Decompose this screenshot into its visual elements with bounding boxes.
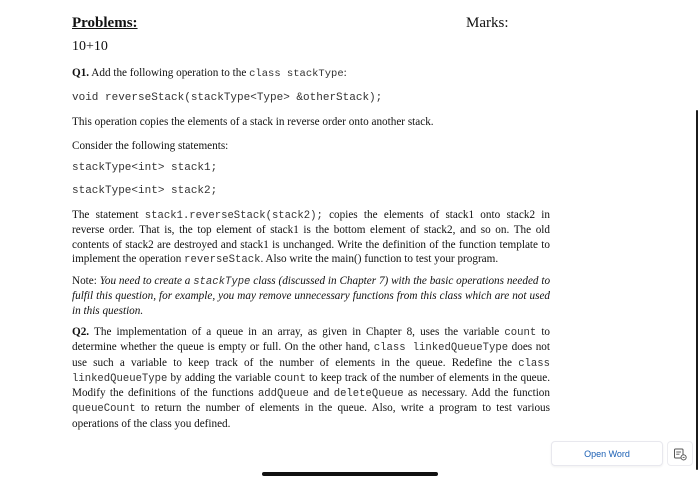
q2-code-deletequeue: deleteQueue	[333, 388, 404, 401]
q2-text-6: and	[313, 387, 330, 400]
q1-label: Q1.	[72, 67, 90, 79]
q1-intro-end: :	[343, 67, 347, 79]
note-text-1: You need to create a	[99, 275, 191, 287]
home-indicator	[262, 472, 438, 476]
note-text-2: class (discussed in Chapter 7) with the basic operations needed to fulfil this question, for example, you may remove unnecessary functions from this class which are not used in this question.	[72, 275, 551, 317]
q1-intro-text: Add the following operation to the	[91, 67, 247, 79]
scrollbar[interactable]	[696, 110, 698, 470]
q2-text-4: by adding the variable	[170, 371, 271, 384]
q1-intro-code: class stackType	[249, 68, 344, 80]
q1-p-end: . Also write the main() function to test your program.	[260, 252, 499, 265]
q2-label: Q2.	[72, 326, 90, 338]
q1-statement-2: stackType<int> stack2;	[72, 185, 218, 197]
note-paragraph	[72, 274, 550, 318]
q1-p-mid: copies the elements of stack1 onto stack2 in reverse order. That is, the top element of stack1 is the bottom element of stack2, and so on. The old contents of stack2 are destroyed and stack1 is unchanged. Write the definition of the function template to implement the operation	[72, 209, 550, 265]
note-code: stackType	[193, 276, 251, 288]
q1-p-code1: stack1.reverseStack(stack2);	[144, 210, 323, 222]
q2-code-count-1: count	[504, 327, 537, 339]
note-label: Note:	[72, 275, 97, 287]
marks-label: Marks:	[466, 15, 509, 31]
q2-code-class-2: class linkedQueueType	[72, 357, 550, 385]
q1-paragraph	[72, 208, 550, 267]
problems-heading: Problems:	[72, 15, 138, 31]
q1-consider: Consider the following statements:	[72, 140, 229, 152]
q2-code-addqueue: addQueue	[257, 388, 309, 401]
q1-statement-1: stackType<int> stack1;	[72, 162, 218, 174]
q2-text-5: to keep track of the number of elements in the queue. Modify the definitions of the functions	[72, 371, 550, 400]
q2-text-3: does not use such a variable to keep track of the number of elements in the queue. Redefine the	[72, 341, 550, 369]
q1-signature: void reverseStack(stackType<Type> &otherStack);	[72, 92, 383, 104]
q1-p-start: The statement	[72, 209, 139, 221]
q2-text-1: The implementation of a queue in an array, as given in Chapter 8, uses the variable	[94, 326, 500, 338]
q2-code-count-2: count	[274, 372, 306, 385]
q1-p-code2: reverseStack	[184, 253, 261, 266]
q2-code-class-1: class linkedQueueType	[373, 342, 509, 355]
q2-text-2: to determine whether the queue is empty or full. On the other hand,	[72, 326, 551, 354]
q2-text-7: as necessary. Add the function	[408, 387, 550, 400]
open-word-button[interactable]: Open Word	[551, 441, 663, 466]
score-text: 10+10	[72, 39, 108, 54]
q2-paragraph	[72, 325, 550, 431]
q1-intro	[72, 67, 347, 80]
q2-code-queuecount: queueCount	[72, 403, 136, 416]
document-edit-icon	[673, 447, 687, 461]
document-edit-button[interactable]	[667, 441, 693, 466]
q1-description: This operation copies the elements of a stack in reverse order onto another stack.	[72, 116, 434, 128]
q2-text-8: to return the number of elements in the queue. Also, write a program to test various operations of the class you defined.	[72, 402, 551, 430]
